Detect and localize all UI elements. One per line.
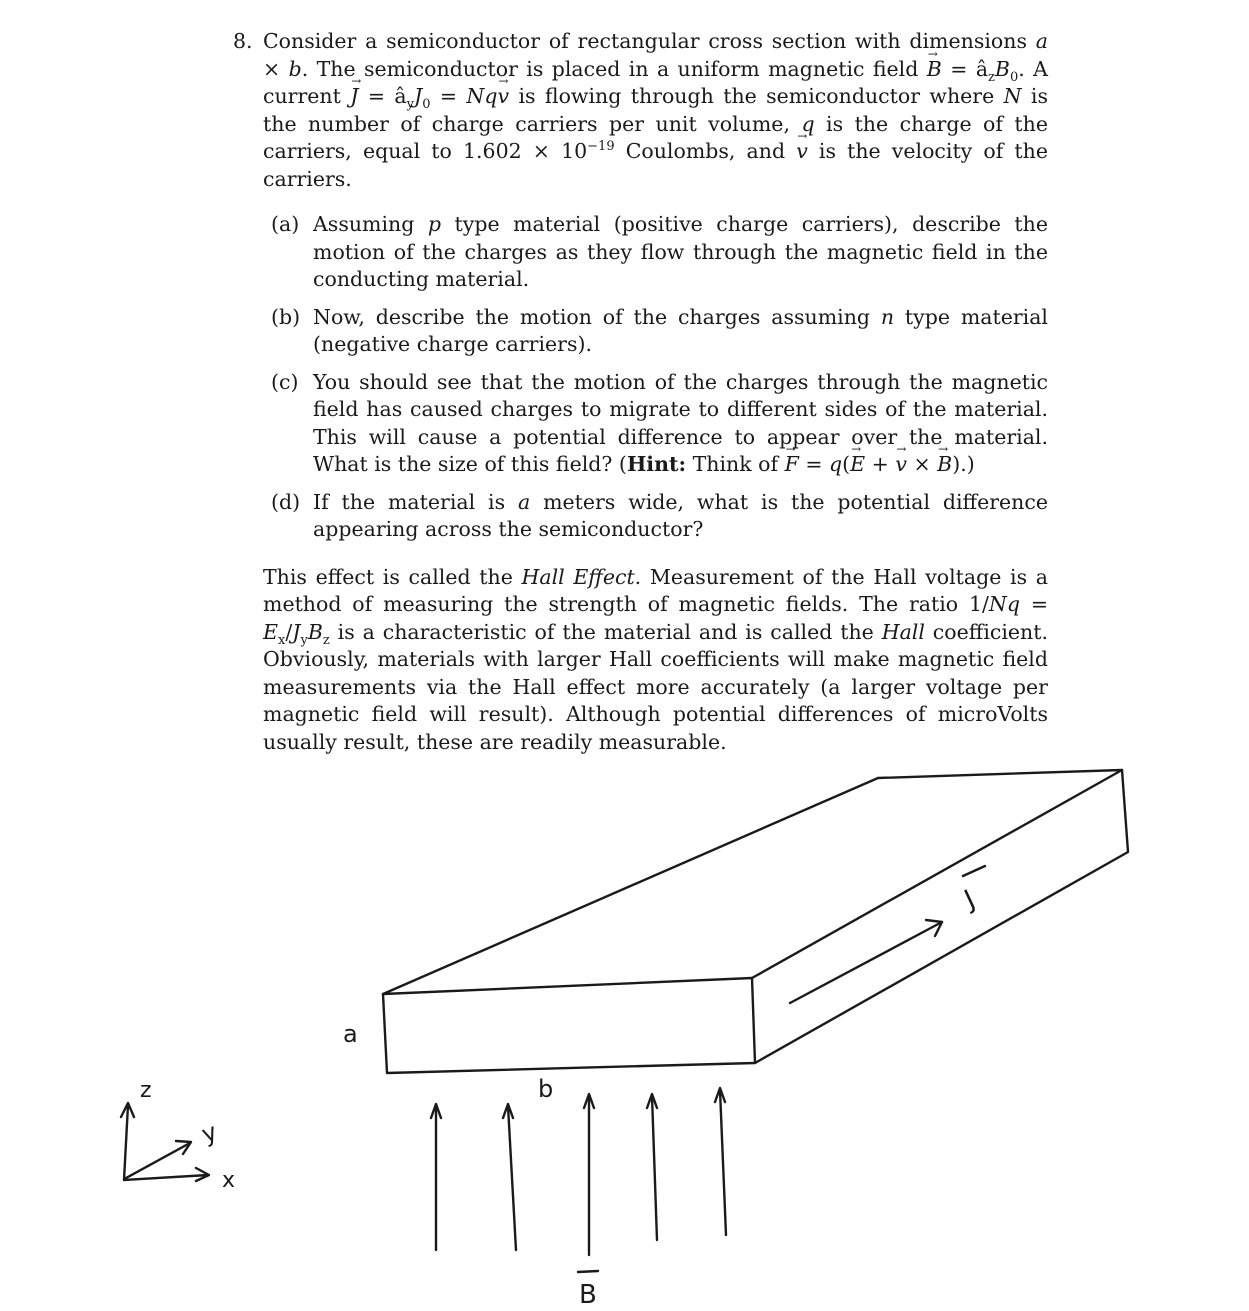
problem-number: 8.: [233, 29, 253, 53]
label-a: a: [343, 1020, 358, 1048]
label-b-field: [578, 1271, 598, 1310]
axis-x-label: x: [222, 1168, 236, 1193]
label-b: b: [538, 1075, 554, 1103]
field-arrow: [647, 1094, 657, 1240]
field-arrows: [431, 1088, 726, 1255]
part-c: (c) You should see that the motion of the charges through the magnetic field has caused charges to migrate to different sides of the material. This will cause a potential difference to appear over the material. What is the size of this field? (Hint: Think of F → = q(E → + v → × B →).): [271, 369, 1048, 479]
problem-intro: Consider a semiconductor of rectangular cross section with dimensions a × b. The semiconductor is placed in a uniform magnetic field B → = $â_zB_0$. A current J → = $â_yJ_0$ = Nqv → is flowing through the semiconductor where N is the number of charge carriers per unit volume, q is the charge of the carriers, equal to $1.602 \times 10^{-19}$ Coulombs, and v → is the velocity of the carriers.: [263, 28, 1048, 193]
label-b-field-text: B: [579, 1280, 597, 1310]
part-a: (a) Assuming p type material (positive charge carriers), describe the motion of the charges as they flow through the magnetic field in the conducting material.: [271, 212, 1049, 291]
field-arrow: [715, 1088, 726, 1235]
part-d: (d) If the material is a meters wide, what is the potential difference appearing across the semiconductor?: [271, 489, 1048, 541]
axes: [121, 1078, 235, 1193]
slab-front-face: [383, 978, 755, 1073]
slab-side-face: [755, 770, 1128, 1063]
semiconductor-slab: [383, 770, 1128, 1073]
part-b: (b) Now, describe the motion of the charges assuming n type material (negative charge carriers).: [271, 304, 1048, 356]
slab-top-face: [383, 770, 1122, 994]
label-j: [958, 866, 985, 916]
field-arrow: [431, 1104, 441, 1250]
y-axis: [126, 1143, 190, 1178]
axis-y-label: y: [197, 1117, 221, 1149]
label-j-text: J: [959, 884, 980, 916]
field-arrow: [503, 1104, 516, 1250]
field-arrow: [584, 1094, 594, 1255]
current-arrow: [790, 920, 942, 1003]
closing-paragraph: This effect is called the Hall Effect. Measurement of the Hall voltage is a method of measuring the strength of magnetic fields. The ratio $1/Nq = E_x/J_yB_z$ is a characteristic of the material and is called the Hall coefficient. Obviously, materials with larger Hall coefficients will make magnetic field measurements via the Hall effect more accurately (a larger voltage per magnetic field will result). Although potential differences of microVolts usually result, these are readily measurable.: [263, 564, 1049, 754]
axis-z-label: z: [140, 1078, 152, 1103]
